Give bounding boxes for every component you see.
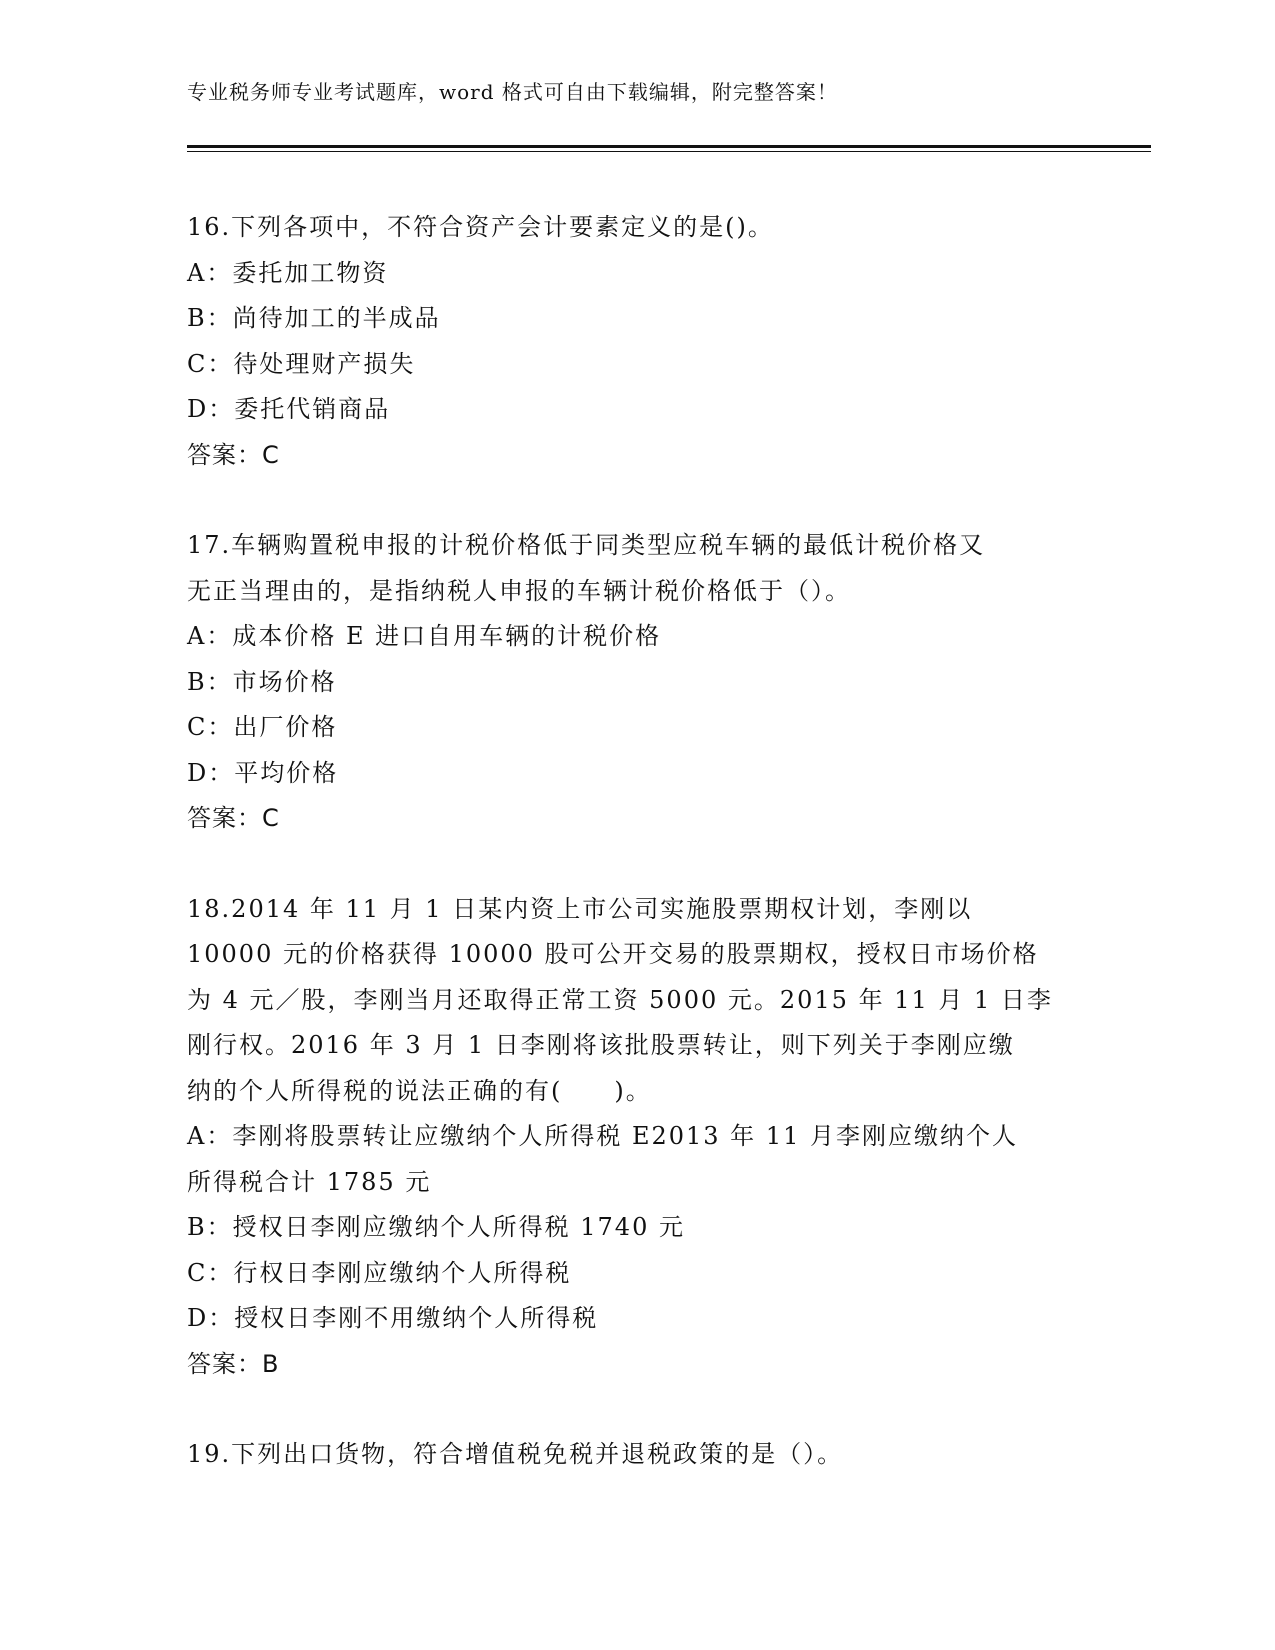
question-list — [187, 205, 1087, 1478]
question-18 — [187, 887, 1087, 1388]
option-a: 所得税合计 1785 元 — [187, 1167, 432, 1196]
option-d: D：授权日李刚不用缴纳个人所得税 — [187, 1304, 599, 1332]
question-16 — [187, 205, 1087, 478]
answer: 答案：C — [187, 440, 280, 469]
question-19 — [187, 1432, 1087, 1478]
option-a: A：委托加工物资 — [187, 258, 389, 287]
question-spacer — [187, 1387, 1087, 1432]
question-stem: 刚行权。2016 年 3 月 1 日李刚将该批股票转让，则下列关于李刚应缴 — [187, 1031, 1015, 1059]
question-17 — [187, 523, 1087, 842]
header-rule-thin — [187, 151, 1151, 152]
question-stem: 为 4 元／股，李刚当月还取得正常工资 5000 元。2015 年 11 月 1 日李 — [187, 985, 1053, 1014]
option-b: B：市场价格 — [187, 667, 337, 696]
option-a: A：成本价格 E 进口自用车辆的计税价格 — [187, 622, 662, 650]
option-b: B：授权日李刚应缴纳个人所得税 1740 元 — [187, 1213, 685, 1241]
option-d: D：平均价格 — [187, 758, 339, 787]
question-stem: 10000 元的价格获得 10000 股可公开交易的股票期权，授权日市场价格 — [187, 940, 1039, 968]
question-spacer — [187, 478, 1087, 523]
option-c: C：出厂价格 — [187, 713, 338, 741]
option-b: B：尚待加工的半成品 — [187, 304, 441, 332]
option-d: D：委托代销商品 — [187, 395, 391, 423]
question-stem: 无正当理由的，是指纳税人申报的车辆计税价格低于（）。 — [187, 576, 851, 605]
question-stem: 16.下列各项中，不符合资产会计要素定义的是()。 — [187, 213, 774, 241]
option-c: C：待处理财产损失 — [187, 349, 416, 378]
question-stem: 18.2014 年 11 月 1 日某内资上市公司实施股票期权计划，李刚以 — [187, 894, 973, 923]
option-c: C：行权日李刚应缴纳个人所得税 — [187, 1258, 572, 1287]
question-spacer — [187, 842, 1087, 887]
header-rule-thick — [187, 145, 1151, 148]
question-stem: 17.车辆购置税申报的计税价格低于同类型应税车辆的最低计税价格又 — [187, 531, 986, 559]
question-stem: 19.下列出口货物，符合增值税免税并退税政策的是（）。 — [187, 1440, 844, 1468]
answer: 答案：B — [187, 1349, 280, 1378]
option-a: A：李刚将股票转让应缴纳个人所得税 E2013 年 11 月李刚应缴纳个人 — [187, 1122, 1018, 1150]
question-stem: 纳的个人所得税的说法正确的有( )。 — [187, 1076, 652, 1105]
answer: 答案：C — [187, 804, 280, 832]
header-text: 专业税务师专业考试题库，word 格式可自由下载编辑，附完整答案！ — [187, 80, 838, 104]
